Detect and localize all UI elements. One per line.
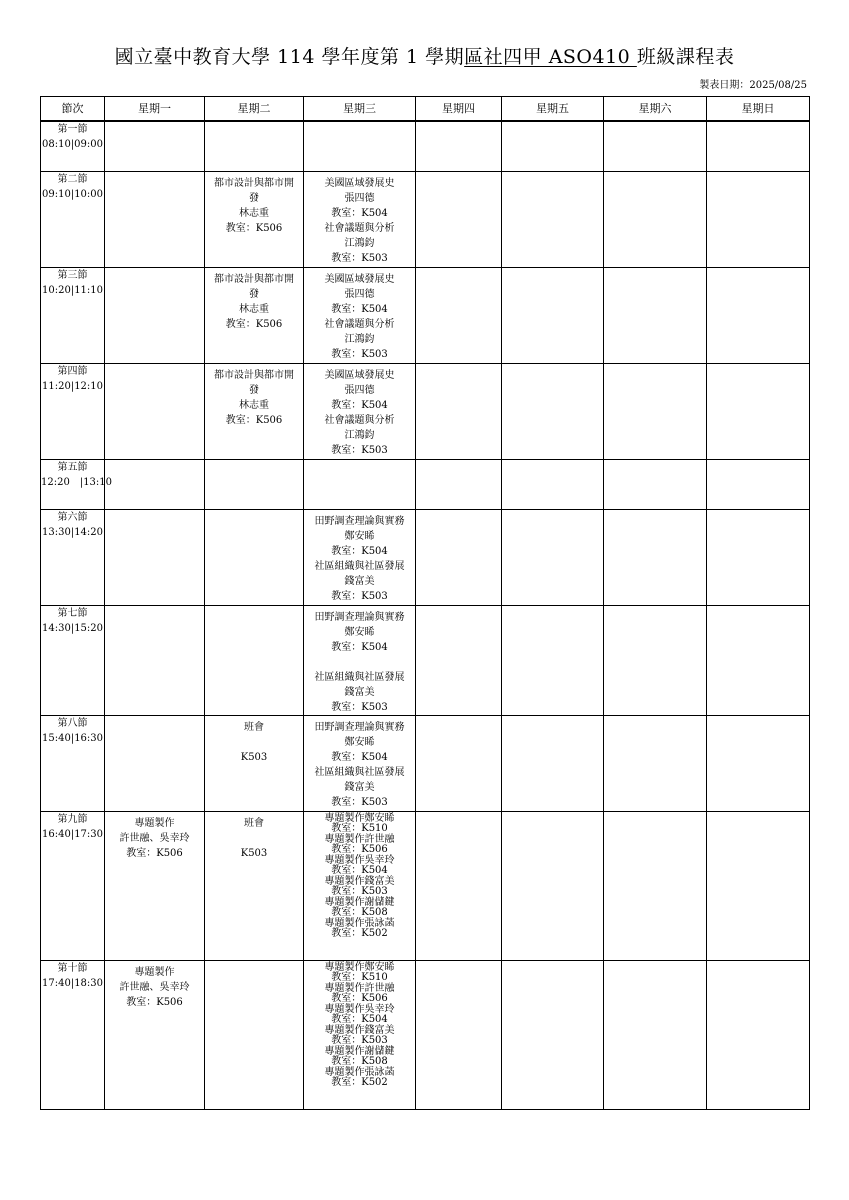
- schedule-cell-thu: [416, 459, 502, 509]
- col-header-tue: 星期二: [205, 97, 304, 122]
- table-row: [41, 715, 810, 811]
- period-time: |: [70, 732, 75, 744]
- course-entry: [304, 812, 415, 940]
- col-header-wed: 星期三: [304, 97, 416, 122]
- course-line: 教室：K503: [331, 796, 388, 808]
- schedule-cell-sun: [707, 509, 810, 605]
- course-line: 鄭安睎: [344, 626, 375, 638]
- period-cell: [41, 459, 113, 509]
- period-time: 15:20: [74, 622, 104, 634]
- course-line: 林志重: [239, 207, 269, 219]
- period-time: 10:20: [41, 284, 71, 296]
- table-row: [41, 121, 810, 171]
- course-line: 教室：K506: [126, 996, 183, 1008]
- schedule-cell-sat: [604, 509, 707, 605]
- period-cell: [41, 605, 105, 715]
- page-title: [0, 44, 849, 70]
- schedule-cell-sat: [604, 121, 707, 171]
- period-time: |: [70, 188, 75, 200]
- course-entry: [304, 716, 415, 810]
- course-line: 教室：K502: [331, 928, 388, 939]
- schedule-cell-thu: [416, 267, 502, 363]
- course-line: 社區組織與社區發展: [314, 671, 405, 683]
- table-row: [41, 960, 810, 1109]
- course-entry: [205, 268, 303, 332]
- period-name: 第七節: [57, 607, 88, 619]
- course-line: 發: [249, 384, 259, 396]
- period-name: 第一節: [57, 124, 88, 135]
- course-line: 張四德: [344, 192, 375, 204]
- course-line: 教室：K510: [331, 972, 388, 983]
- schedule-cell-sat: [604, 267, 707, 363]
- period-time: 11:10: [74, 284, 104, 296]
- period-name: 第三節: [57, 269, 88, 281]
- course-line: 專題製作許世融: [324, 982, 395, 994]
- period-cell: [41, 811, 105, 960]
- course-line: 專題製作錢富美: [324, 1024, 395, 1036]
- course-line: 教室：K504: [331, 1014, 388, 1025]
- col-header-fri: 星期五: [502, 97, 604, 122]
- schedule-cell-mon: [105, 811, 205, 960]
- title-suffix: 班級課程表: [636, 46, 735, 68]
- period-time: 11:20: [41, 380, 71, 392]
- schedule-cell-sun: [707, 459, 810, 509]
- timetable: [40, 96, 810, 1110]
- schedule-cell-wed: [304, 960, 416, 1109]
- course-line: 張四德: [344, 288, 375, 300]
- period-name: 第四節: [57, 365, 88, 377]
- table-row: [41, 171, 810, 267]
- course-line: 都市設計與都市開: [214, 273, 294, 285]
- schedule-cell-sun: [707, 363, 810, 459]
- schedule-cell-sat: [604, 811, 707, 960]
- schedule-cell-fri: [502, 459, 604, 509]
- course-line: 社區組織與社區發展: [314, 766, 405, 778]
- course-line: 教室：K510: [331, 823, 388, 834]
- period-cell: [41, 171, 105, 267]
- course-line: 社會議題與分析: [324, 222, 395, 234]
- period-time: 13:10: [83, 476, 113, 488]
- schedule-cell-wed: [304, 811, 416, 960]
- course-line: 教室：K504: [331, 207, 388, 219]
- schedule-cell-fri: [502, 121, 604, 171]
- course-line: 教室：K506: [225, 318, 283, 330]
- course-line: 教室：K506: [331, 844, 388, 855]
- course-entry: [105, 961, 204, 1010]
- schedule-cell-wed: [304, 363, 416, 459]
- course-line: 教室：K504: [331, 545, 388, 557]
- course-line: 錢富美: [344, 575, 375, 587]
- course-line: 教室：K503: [331, 252, 388, 264]
- schedule-cell-mon: [105, 171, 205, 267]
- col-header-sat: 星期六: [604, 97, 707, 122]
- course-entry: [205, 364, 303, 428]
- period-name: 第二節: [57, 173, 88, 185]
- course-entry: [105, 812, 204, 861]
- schedule-cell-tue: [205, 267, 304, 363]
- schedule-cell-fri: [502, 171, 604, 267]
- course-line: 鄭安睎: [344, 736, 375, 748]
- course-entry: [304, 364, 415, 458]
- schedule-cell-tue: [205, 509, 304, 605]
- period-time: 18:30: [74, 977, 104, 989]
- course-line: 班會: [244, 817, 264, 829]
- period-cell: [41, 960, 105, 1109]
- course-line: 田野調查理論與實務: [314, 515, 405, 527]
- course-line: 教室：K506: [225, 222, 283, 234]
- period-cell: [41, 715, 105, 811]
- course-entry: [304, 961, 415, 1089]
- col-header-period: 節次: [41, 97, 105, 122]
- schedule-cell-thu: [416, 715, 502, 811]
- schedule-cell-fri: [502, 715, 604, 811]
- period-time: 17:30: [74, 828, 104, 840]
- course-line: 教室：K504: [331, 641, 388, 653]
- period-time: 16:30: [74, 732, 104, 744]
- period-time: |: [70, 284, 75, 296]
- course-line: 教室：K503: [331, 701, 388, 713]
- course-line: 教室：K503: [331, 590, 388, 602]
- schedule-cell-tue: [205, 960, 304, 1109]
- schedule-cell-thu: [416, 605, 502, 715]
- schedule-cell-fri: [502, 811, 604, 960]
- course-line: 林志重: [239, 399, 269, 411]
- schedule-cell-wed: [304, 509, 416, 605]
- period-time: 10:00: [74, 188, 104, 200]
- course-line: 教室：K503: [331, 444, 388, 456]
- schedule-cell-sun: [707, 121, 810, 171]
- course-line: 教室：K504: [331, 399, 388, 411]
- table-row: [41, 811, 810, 960]
- course-line: 專題製作鄭安睎: [324, 812, 395, 824]
- schedule-cell-sun: [707, 605, 810, 715]
- course-line: 教室：K504: [331, 865, 388, 876]
- period-time: 12:10: [74, 380, 104, 392]
- period-time: 09:10: [41, 188, 71, 200]
- table-row: [41, 605, 810, 715]
- schedule-cell-sun: [707, 960, 810, 1109]
- schedule-cell-sat: [604, 459, 707, 509]
- schedule-cell-wed: [304, 459, 416, 509]
- schedule-cell-sat: [604, 605, 707, 715]
- table-row: [41, 509, 810, 605]
- period-time: |: [70, 526, 75, 538]
- course-line: 專題製作吳幸玲: [324, 854, 395, 866]
- period-time: |: [70, 380, 75, 392]
- schedule-cell-wed: [304, 121, 416, 171]
- course-line: 專題製作許世融: [324, 833, 395, 845]
- course-line: 社區組織與社區發展: [314, 560, 405, 572]
- col-header-sun: 星期日: [707, 97, 810, 122]
- course-line: 江鴻鈞: [344, 333, 375, 345]
- period-time: 08:10|: [41, 139, 75, 150]
- schedule-cell-tue: [205, 605, 304, 715]
- schedule-cell-sun: [707, 171, 810, 267]
- schedule-cell-mon: [105, 459, 205, 509]
- schedule-cell-sun: [707, 267, 810, 363]
- schedule-cell-sat: [604, 363, 707, 459]
- course-entry: [304, 606, 415, 715]
- period-time: 14:30: [41, 622, 71, 634]
- course-line: 專題製作張詠菡: [324, 1066, 395, 1078]
- course-line: 專題製作錢富美: [324, 875, 395, 887]
- schedule-cell-tue: [205, 171, 304, 267]
- header-row: [41, 97, 810, 122]
- course-line: 社會議題與分析: [324, 414, 395, 426]
- course-entry: [304, 172, 415, 266]
- spacer: [205, 735, 303, 750]
- spacer: [304, 655, 415, 670]
- course-line: 專題製作: [134, 966, 175, 978]
- schedule-cell-sun: [707, 811, 810, 960]
- course-line: 許世融、吳幸玲: [119, 832, 190, 844]
- period-time: 15:40: [41, 732, 71, 744]
- period-time: |: [70, 828, 75, 840]
- schedule-cell-sat: [604, 960, 707, 1109]
- schedule-cell-sun: [707, 715, 810, 811]
- period-time: 13:30: [41, 526, 71, 538]
- course-line: 許世融、吳幸玲: [119, 981, 190, 993]
- period-time: 12:20 |: [41, 476, 84, 488]
- schedule-cell-thu: [416, 509, 502, 605]
- course-line: 教室：K506: [126, 847, 183, 859]
- period-time: 17:40: [41, 977, 71, 989]
- period-time: 14:20: [74, 526, 104, 538]
- course-line: 發: [249, 288, 259, 300]
- period-cell: [41, 121, 105, 171]
- period-time: 16:40: [41, 828, 71, 840]
- period-name: 第八節: [57, 717, 88, 729]
- course-line: 專題製作謝儲鍵: [324, 896, 395, 908]
- course-line: 專題製作吳幸玲: [324, 1003, 395, 1015]
- schedule-cell-wed: [304, 171, 416, 267]
- course-entry: [304, 268, 415, 362]
- course-line: 林志重: [239, 303, 269, 315]
- course-line: 教室：K504: [331, 751, 388, 763]
- schedule-cell-tue: [205, 121, 304, 171]
- schedule-cell-mon: [105, 960, 205, 1109]
- title-class-code: 區社四甲 ASO410: [464, 46, 637, 68]
- course-line: 江鴻鈞: [344, 237, 375, 249]
- course-line: 教室：K508: [331, 907, 388, 918]
- table-row: [41, 267, 810, 363]
- course-line: 教室：K506: [225, 414, 283, 426]
- course-line: 專題製作謝儲鍵: [324, 1045, 395, 1057]
- course-line: 美國區域發展史: [324, 177, 395, 189]
- schedule-cell-fri: [502, 509, 604, 605]
- period-time: |: [70, 622, 75, 634]
- schedule-cell-mon: [105, 605, 205, 715]
- schedule-cell-fri: [502, 960, 604, 1109]
- course-line: 班會: [244, 721, 264, 733]
- schedule-cell-tue: [205, 459, 304, 509]
- schedule-cell-sat: [604, 715, 707, 811]
- course-line: K503: [240, 751, 268, 763]
- course-line: 專題製作鄭安睎: [324, 961, 395, 973]
- period-name: 第六節: [57, 511, 88, 523]
- course-line: 教室：K508: [331, 1056, 388, 1067]
- course-line: 錢富美: [344, 781, 375, 793]
- period-time: 09:00: [74, 139, 103, 150]
- col-header-thu: 星期四: [416, 97, 502, 122]
- course-line: 美國區域發展史: [324, 273, 395, 285]
- period-cell: [41, 267, 105, 363]
- course-entry: [205, 172, 303, 236]
- course-line: 教室：K503: [331, 886, 388, 897]
- schedule-cell-mon: [105, 509, 205, 605]
- period-cell: [41, 509, 105, 605]
- schedule-cell-mon: [105, 267, 205, 363]
- course-line: 專題製作: [134, 817, 175, 829]
- course-line: 美國區域發展史: [324, 369, 395, 381]
- course-entry: [304, 510, 415, 604]
- schedule-cell-mon: [105, 121, 205, 171]
- period-cell: [41, 363, 105, 459]
- schedule-cell-tue: [205, 363, 304, 459]
- course-line: 教室：K506: [331, 993, 388, 1004]
- course-line: 錢富美: [344, 686, 375, 698]
- schedule-cell-fri: [502, 605, 604, 715]
- course-line: 張四德: [344, 384, 375, 396]
- title-prefix: 國立臺中教育大學 114 學年度第 1 學期: [114, 46, 465, 68]
- print-date: 製表日期：2025/08/25: [699, 80, 807, 91]
- course-line: 都市設計與都市開: [214, 369, 294, 381]
- course-line: 專題製作張詠菡: [324, 917, 395, 929]
- schedule-cell-mon: [105, 715, 205, 811]
- course-line: 教室：K504: [331, 303, 388, 315]
- table-row: [41, 459, 810, 509]
- schedule-cell-wed: [304, 715, 416, 811]
- col-header-mon: 星期一: [105, 97, 205, 122]
- course-line: 都市設計與都市開: [214, 177, 294, 189]
- spacer: [205, 831, 303, 846]
- period-time: |: [70, 977, 75, 989]
- schedule-cell-fri: [502, 267, 604, 363]
- period-name: 第九節: [57, 813, 88, 825]
- schedule-cell-sat: [604, 171, 707, 267]
- schedule-cell-mon: [105, 363, 205, 459]
- schedule-cell-thu: [416, 121, 502, 171]
- period-name: 第五節: [57, 461, 88, 473]
- period-name: 第十節: [57, 962, 88, 974]
- course-entry: [205, 716, 303, 765]
- course-entry: [205, 812, 303, 861]
- course-line: 社會議題與分析: [324, 318, 395, 330]
- course-line: K503: [240, 847, 268, 859]
- schedule-cell-wed: [304, 605, 416, 715]
- schedule-cell-tue: [205, 715, 304, 811]
- course-line: 教室：K503: [331, 1035, 388, 1046]
- schedule-cell-tue: [205, 811, 304, 960]
- schedule-cell-thu: [416, 960, 502, 1109]
- course-line: 教室：K502: [331, 1077, 388, 1088]
- schedule-cell-thu: [416, 811, 502, 960]
- schedule-cell-thu: [416, 363, 502, 459]
- course-line: 發: [249, 192, 259, 204]
- schedule-cell-wed: [304, 267, 416, 363]
- course-line: 鄭安睎: [344, 530, 375, 542]
- schedule-cell-fri: [502, 363, 604, 459]
- course-line: 田野調查理論與實務: [314, 611, 405, 623]
- course-line: 田野調查理論與實務: [314, 721, 405, 733]
- table-row: [41, 363, 810, 459]
- course-line: 江鴻鈞: [344, 429, 375, 441]
- schedule-cell-thu: [416, 171, 502, 267]
- course-line: 教室：K503: [331, 348, 388, 360]
